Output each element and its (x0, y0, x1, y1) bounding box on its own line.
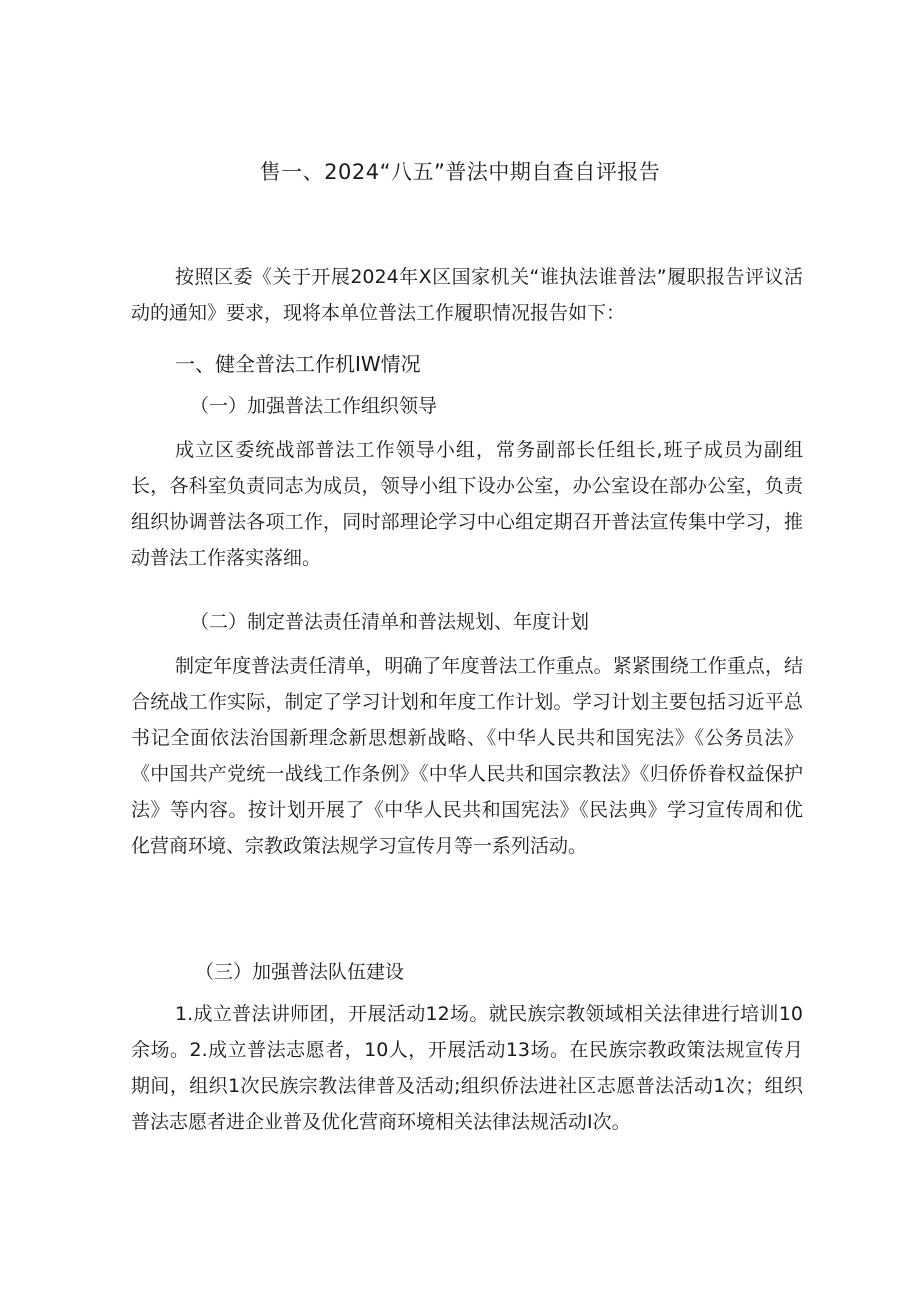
section-heading-1: 一、健全普法工作机IW情况 (175, 352, 421, 376)
subsection-heading-2: （二）制定普法责任清单和普法规划、年度计划 (190, 611, 590, 633)
document-title: 售一、2024“八五”普法中期自查自评报告 (259, 160, 661, 184)
subsection-heading-1: （一）加强普法工作组织领导 (190, 395, 438, 417)
subsection-heading-3: （三）加强普法队伍建设 (195, 961, 405, 983)
subsection-2-paragraph: 制定年度普法责任清单，明确了年度普法工作重点。紧紧围绕工作重点，结合统战工作实际，制定了学习计划和年度工作计划。学习计划主要包括习近平总书记全面依法治国新理念新思想新战略、《中华人民共和国宪法》《公务员法》《中国共产党统一战线工作条例》《中华人民共和国宗教法》《归侨侨眷权益保护法》等内容。按计划开展了《中华人民共和国宪法》《民法典》学习宣传周和优化营商环境、宗教政策法规学习宣传月等一系列活动。 (131, 655, 803, 857)
subsection-3-paragraph: 1.成立普法讲师团，开展活动12场。就民族宗教领域相关法律进行培训10余场。2.成立普法志愿者，10人，开展活动13场。在民族宗教政策法规宣传月期间，组织1次民族宗教法律普及活动;组织侨法进社区志愿普法活动1次；组织普法志愿者进企业普及优化营商环境相关法律法规活动I次。 (131, 1003, 803, 1133)
subsection-1-paragraph: 成立区委统战部普法工作领导小组，常务副部长任组长,班子成员为副组长，各科室负责同志为成员，领导小组下设办公室，办公室设在部办公室，负责组织协调普法各项工作，同时部理论学习中心组定期召开普法宣传集中学习，推动普法工作落实落细。 (131, 439, 803, 569)
intro-paragraph: 按照区委《关于开展2024年X区国家机关“谁执法谁普法”履职报告评议活动的通知》要求，现将本单位普法工作履职情况报告如下： (131, 266, 803, 324)
